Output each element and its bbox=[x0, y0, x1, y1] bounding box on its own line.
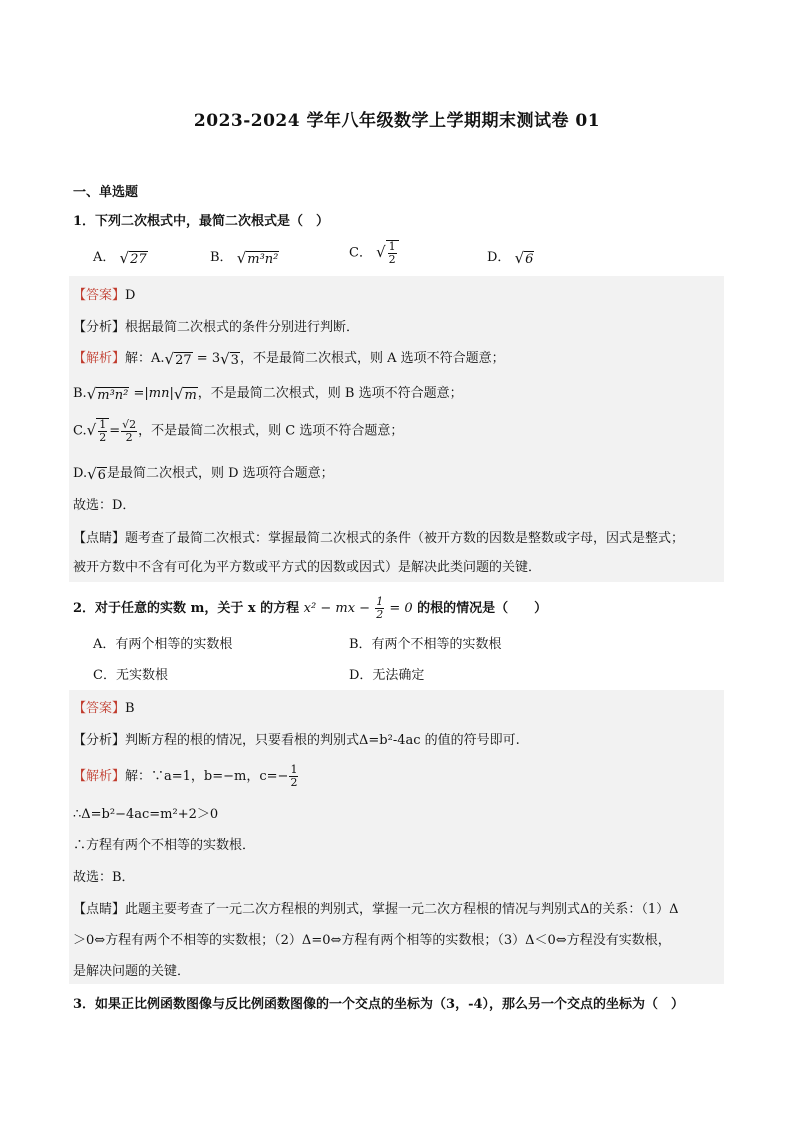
q2-comment-1: 此题主要考查了一元二次方程根的判别式，掌握一元二次方程根的情况与判别式Δ的关系：（1）Δ bbox=[125, 902, 679, 917]
solution-tag: 【解析】 bbox=[73, 351, 126, 366]
q1-answer: D bbox=[125, 288, 136, 303]
question-2-stem bbox=[73, 596, 547, 621]
q2-comment-line-2: ＞0⇔方程有两个不相等的实数根；（2）Δ=0⇔方程有两个相等的实数根；（3）Δ＜0⇔方程没有实数根， bbox=[73, 933, 671, 948]
q2-sol-1: 解：∵a=1，b=−m，c=− bbox=[125, 769, 289, 784]
sqrt-6-expr: √6 bbox=[87, 464, 106, 483]
sqrt-half-expr: √ $\frac{1}{2}$ bbox=[87, 418, 110, 444]
q2-analysis: 判断方程的根的情况，只要看根的判别式Δ=b²-4ac 的值的符号即可. bbox=[125, 733, 520, 748]
q1-option-b-label: B． bbox=[210, 250, 233, 265]
q1-solution-b-line: B.√m³n² =|mn|√m，不是最简二次根式，则 B 选项不符合题意； bbox=[73, 384, 463, 403]
frac-sqrt2-over-2: $\frac{√2}{2}$ bbox=[122, 417, 137, 444]
q2-choose-line: 故选：B． bbox=[73, 870, 135, 885]
sqrt-3-expr: √3 bbox=[220, 349, 239, 368]
q1-sol-a-text: ，不是最简二次根式，则 A 选项不符合题意； bbox=[239, 351, 505, 366]
q2-option-c: C．无实数根 bbox=[93, 668, 168, 683]
page-title: 2023-2024 学年八年级数学上学期期末测试卷 01 bbox=[193, 111, 601, 131]
q2-option-a: A．有两个相等的实数根 bbox=[93, 637, 233, 652]
comment-tag: 【点睛】 bbox=[73, 531, 126, 546]
sqrt-27: √27 bbox=[119, 248, 147, 267]
q1-sol-d-text: 是最简二次根式，则 D 选项符合题意； bbox=[106, 466, 334, 481]
q2-comment-line-3: 是解决问题的关键． bbox=[73, 964, 191, 979]
frac-one-half: $\frac{1}{2}$ bbox=[290, 763, 298, 789]
solution-tag: 【解析】 bbox=[73, 769, 126, 784]
q2-option-d: D．无法确定 bbox=[349, 668, 425, 683]
q1-choose-line: 故选：D． bbox=[73, 498, 136, 513]
q1-sol-c-text: ，不是最简二次根式，则 C 选项不符合题意； bbox=[138, 423, 404, 439]
q2-stem-a: 2．对于任意的实数 m，关于 x 的方程 bbox=[73, 601, 300, 616]
q1-comment-line-1 bbox=[73, 527, 684, 546]
q1-comment-line-2: 被开方数中不含有可化为平方数或平方式的因数或因式）是解决此类问题的关键． bbox=[73, 560, 542, 575]
q2-solution-line-2: ∴Δ=b²−4ac=m²+2＞0 bbox=[73, 807, 219, 822]
sqrt-m3n2: √m³n² bbox=[236, 248, 279, 267]
q1-sol-b-text: ，不是最简二次根式，则 B 选项不符合题意； bbox=[197, 386, 463, 401]
q1-solution-c-line: C.√ $\frac{1}{2}$ = $\frac{√2}{2}$ ，不是最简二次根式，则 C 选项不符合题意； bbox=[73, 417, 404, 444]
q2-comment-line-1 bbox=[73, 898, 679, 917]
sqrt-6: √6 bbox=[514, 248, 534, 267]
answer-tag: 【答案】 bbox=[73, 288, 126, 303]
question-3-stem: 3．如果正比例函数图像与反比例函数图像的一个交点的坐标为（3，-4），那么另一个交点的坐标为（ ） bbox=[73, 997, 685, 1012]
q2-solution-line-1 bbox=[73, 764, 299, 789]
q2-equation: x² − mx − $\frac{1}{2}$ = 0 bbox=[303, 595, 413, 621]
q1-option-c-label: C． bbox=[349, 245, 372, 261]
q1-answer-line bbox=[73, 284, 135, 303]
q2-stem-b: 的根的情况是（ ） bbox=[417, 601, 548, 616]
q2-analysis-line bbox=[73, 729, 520, 748]
q2-answer-line bbox=[73, 697, 135, 716]
q1-analysis: 根据最简二次根式的条件分别进行判断． bbox=[125, 320, 360, 335]
section-heading: 一、单选题 bbox=[73, 185, 139, 200]
q1-solution-d-line: D.√6是最简二次根式，则 D 选项符合题意； bbox=[73, 464, 334, 483]
q1-analysis-line bbox=[73, 316, 359, 335]
q1-option-a bbox=[93, 246, 148, 267]
q2-option-b: B．有两个不相等的实数根 bbox=[349, 637, 502, 652]
sqrt-half: √ $\frac{1}{2}$ bbox=[376, 240, 399, 266]
q1-option-c bbox=[349, 240, 399, 266]
analysis-tag: 【分析】 bbox=[73, 733, 126, 748]
question-1-stem: 1．下列二次根式中，最简二次根式是（ ） bbox=[73, 214, 330, 229]
q1-option-a-label: A． bbox=[93, 250, 116, 265]
q2-answer: B bbox=[125, 701, 135, 716]
q1-option-b bbox=[210, 246, 279, 267]
sqrt-27-expr: √27 bbox=[164, 349, 192, 368]
sqrt-m3n2-expr: √m³n² bbox=[86, 384, 129, 403]
q1-comment-1: 题考查了最简二次根式：掌握最简二次根式的条件（被开方数的因数是整数或字母，因式是整式； bbox=[125, 531, 685, 546]
q1-solution-a-line: 【解析】解：A.√27 = 3√3，不是最简二次根式，则 A 选项不符合题意； bbox=[73, 349, 505, 368]
comment-tag: 【点睛】 bbox=[73, 902, 126, 917]
q2-solution-line-3: ∴方程有两个不相等的实数根． bbox=[73, 838, 256, 853]
q1-option-d-label: D． bbox=[487, 250, 511, 265]
sqrt-m-expr: √m bbox=[173, 384, 197, 403]
q1-option-d bbox=[487, 246, 534, 267]
answer-tag: 【答案】 bbox=[73, 701, 126, 716]
analysis-tag: 【分析】 bbox=[73, 320, 126, 335]
